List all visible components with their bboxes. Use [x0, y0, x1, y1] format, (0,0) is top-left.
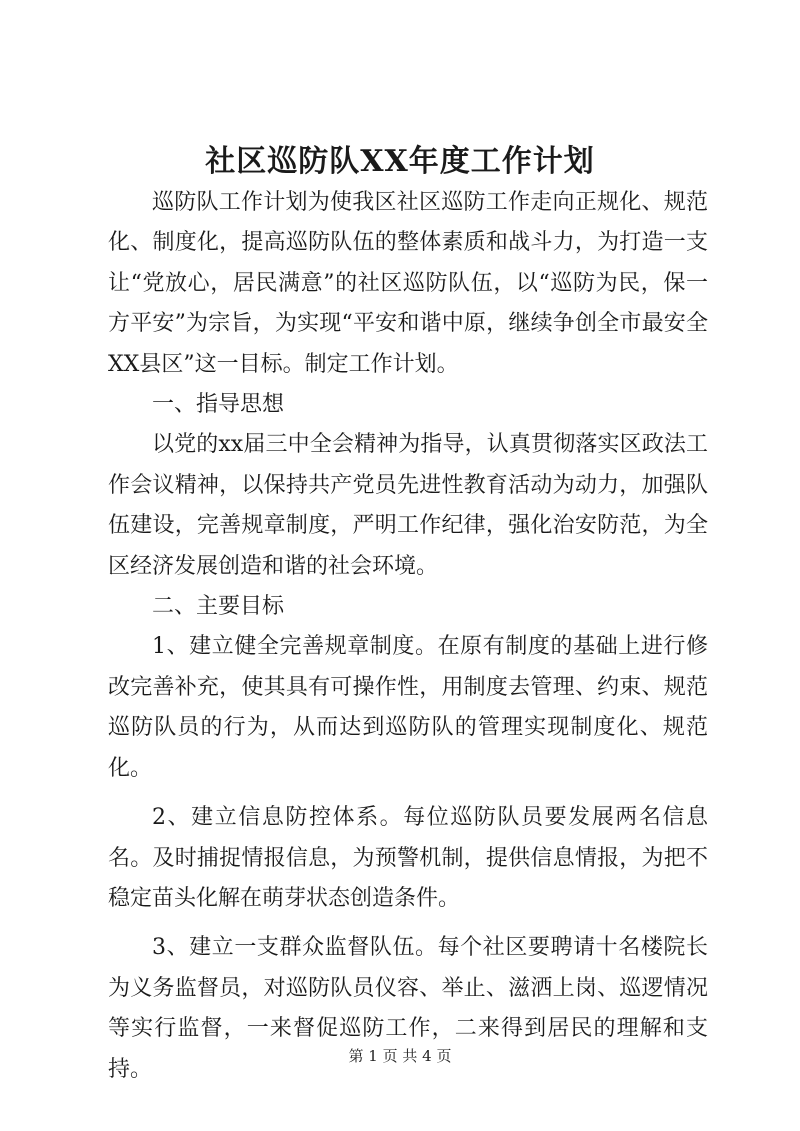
goal-item-3: 3、建立一支群众监督队伍。每个社区要聘请十名楼院长为义务监督员，对巡防队员仪容、举止、滋洒上岗、巡逻情况等实行监督，一来督促巡防工作，二来得到居民的理解和支持。 [108, 935, 708, 1082]
page-number-label: 第 1 页 共 4 页 [348, 1047, 452, 1065]
section-heading-main-goals: 二、主要目标 [152, 594, 285, 620]
guiding-thought-paragraph: 以党的xx届三中全会精神为指导，认真贯彻落实区政法工作会议精神，以保持共产党员先进性教育活动为动力，加强队伍建设，完善规章制度，严明工作纪律，强化治安防范，为全区经济发展创造和谐的社会环境。 [108, 432, 708, 579]
document-title: 社区巡防队XX年度工作计划 [205, 144, 595, 179]
goal-item-1: 1、建立健全完善规章制度。在原有制度的基础上进行修改完善补充，使其具有可操作性，用制度去管理、约束、规范巡防队员的行为，从而达到巡防队的管理实现制度化、规范化。 [108, 634, 708, 781]
intro-paragraph: 巡防队工作计划为使我区社区巡防工作走向正规化、规范化、制度化，提高巡防队伍的整体素质和战斗力，为打造一支让“党放心，居民满意”的社区巡防队伍，以“巡防为民，保一方平安”为宗旨，为实现“平安和谐中原，继续争创全市最安全XX县区”这一目标。制定工作计划。 [108, 190, 708, 377]
page-footer [0, 1046, 800, 1066]
section-heading-guiding-thought: 一、指导思想 [152, 392, 285, 418]
goal-item-2: 2、建立信息防控体系。每位巡防队员要发展两名信息名。及时捕捉情报信息，为预警机制，提供信息情报，为把不稳定苗头化解在萌芽状态创造条件。 [108, 805, 708, 911]
document-body [108, 183, 708, 1090]
